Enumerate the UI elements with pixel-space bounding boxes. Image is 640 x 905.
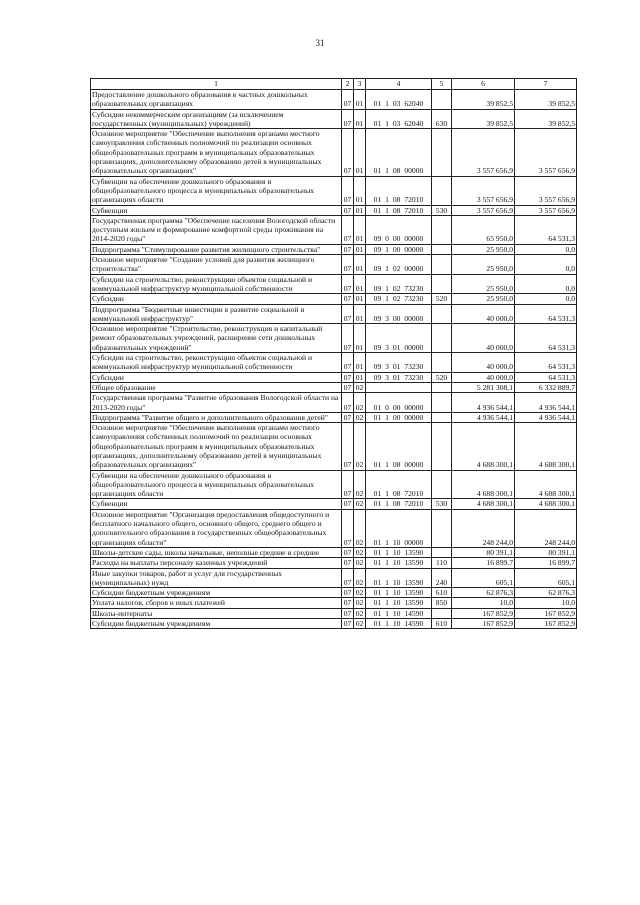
amount-year1-cell: 16 899,7 xyxy=(452,558,515,568)
table-row xyxy=(91,470,577,499)
expense-type-cell xyxy=(432,509,452,547)
amount-year1-cell: 65 950,0 xyxy=(452,215,515,244)
target-article-cell: 01 1 08 00000 xyxy=(366,129,432,176)
amount-year1-cell: 25 950,0 xyxy=(452,244,515,254)
target-article-cell: 01 1 10 13590 xyxy=(366,598,432,608)
target-article-cell: 09 1 02 73230 xyxy=(366,294,432,304)
target-article-cell: 01 1 10 00000 xyxy=(366,509,432,547)
row-name-cell: Субвенции на обеспечение дошкольного образования и общеобразовательного процесса в муниципальных образовательных организациях области xyxy=(91,176,342,205)
header-col-2: 2 xyxy=(342,79,354,90)
section-code-cell: 07 xyxy=(342,372,354,382)
section-code-cell: 07 xyxy=(342,353,354,373)
amount-year1-cell: 248 244,0 xyxy=(452,509,515,547)
expense-type-cell: 610 xyxy=(432,619,452,629)
amount-year1-cell: 40 000,0 xyxy=(452,324,515,353)
page-number: 31 xyxy=(315,38,325,48)
expense-type-cell: 520 xyxy=(432,294,452,304)
table-row xyxy=(91,353,577,373)
target-article-cell: 09 3 01 73230 xyxy=(366,372,432,382)
target-article-cell: 01 1 08 72010 xyxy=(366,176,432,205)
table-row xyxy=(91,568,577,588)
subsection-code-cell: 01 xyxy=(354,205,366,215)
expense-type-cell xyxy=(432,244,452,254)
subsection-code-cell: 02 xyxy=(354,393,366,413)
amount-year1-cell: 605,1 xyxy=(452,568,515,588)
expense-type-cell xyxy=(432,324,452,353)
row-name-cell: Подпрограмма "Развитие общего и дополнительного образования детей" xyxy=(91,412,342,422)
budget-table xyxy=(90,78,577,629)
row-name-cell: Субвенции xyxy=(91,499,342,509)
table-row xyxy=(91,205,577,215)
table-row xyxy=(91,547,577,557)
table-row xyxy=(91,90,577,110)
table-row xyxy=(91,509,577,547)
row-name-cell: Подпрограмма "Стимулирование развития жилищного строительства" xyxy=(91,244,342,254)
subsection-code-cell: 01 xyxy=(354,90,366,110)
expense-type-cell: 110 xyxy=(432,558,452,568)
amount-year1-cell: 3 557 656,9 xyxy=(452,129,515,176)
table-row xyxy=(91,324,577,353)
row-name-cell: Субвенции на обеспечение дошкольного образования и общеобразовательного процесса в муниципальных образовательных организациях области xyxy=(91,470,342,499)
expense-type-cell xyxy=(432,215,452,244)
section-code-cell: 07 xyxy=(342,598,354,608)
amount-year2-cell: 3 557 656,9 xyxy=(515,205,577,215)
subsection-code-cell: 02 xyxy=(354,588,366,598)
amount-year2-cell: 4 936 544,1 xyxy=(515,412,577,422)
table-row xyxy=(91,499,577,509)
amount-year1-cell: 4 688 300,1 xyxy=(452,470,515,499)
row-name-cell: Субсидии бюджетным учреждениям xyxy=(91,619,342,629)
row-name-cell: Основное мероприятие "Обеспечение выполнения органами местного самоуправления собственных полномочий по реализации основных общеобразовательных программ в муниципальных образовательных организациях, дополнительному образованию детей в муниципальных образовательных организациях" xyxy=(91,129,342,176)
row-name-cell: Предоставление дошкольного образования в частных дошкольных образовательных организациях xyxy=(91,90,342,110)
target-article-cell: 01 1 10 13590 xyxy=(366,588,432,598)
section-code-cell: 07 xyxy=(342,568,354,588)
row-name-cell: Субсидии бюджетным учреждениям xyxy=(91,588,342,598)
amount-year2-cell: 64 531,3 xyxy=(515,215,577,244)
expense-type-cell xyxy=(432,412,452,422)
row-name-cell: Государственная программа "Развитие образования Вологодской области на 2013-2020 годы" xyxy=(91,393,342,413)
table-row xyxy=(91,558,577,568)
subsection-code-cell: 02 xyxy=(354,568,366,588)
target-article-cell: 01 1 08 72010 xyxy=(366,470,432,499)
amount-year1-cell: 39 852,5 xyxy=(452,109,515,129)
subsection-code-cell: 01 xyxy=(354,294,366,304)
table-row xyxy=(91,244,577,254)
row-name-cell: Субсидии xyxy=(91,372,342,382)
amount-year2-cell: 4 936 544,1 xyxy=(515,393,577,413)
amount-year2-cell: 4 688 300,1 xyxy=(515,423,577,470)
expense-type-cell: 850 xyxy=(432,598,452,608)
amount-year2-cell: 10,0 xyxy=(515,598,577,608)
section-code-cell: 07 xyxy=(342,255,354,275)
amount-year2-cell: 62 876,3 xyxy=(515,588,577,598)
amount-year1-cell: 10,0 xyxy=(452,598,515,608)
row-name-cell: Субвенции xyxy=(91,205,342,215)
target-article-cell: 09 0 00 00000 xyxy=(366,215,432,244)
table-row xyxy=(91,608,577,618)
header-col-1: 1 xyxy=(91,79,342,90)
target-article-cell: 09 3 01 00000 xyxy=(366,324,432,353)
row-name-cell: Иные закупки товаров, работ и услуг для государственных (муниципальных) нужд xyxy=(91,568,342,588)
subsection-code-cell: 02 xyxy=(354,423,366,470)
row-name-cell: Подпрограмма "Бюджетные инвестиции в развитие социальной и коммунальной инфраструктур" xyxy=(91,304,342,324)
amount-year1-cell: 40 000,0 xyxy=(452,304,515,324)
amount-year2-cell: 4 688 300,1 xyxy=(515,470,577,499)
table-row xyxy=(91,393,577,413)
section-code-cell: 07 xyxy=(342,382,354,392)
section-code-cell: 07 xyxy=(342,176,354,205)
amount-year1-cell: 40 000,0 xyxy=(452,353,515,373)
amount-year2-cell: 64 531,3 xyxy=(515,304,577,324)
table-row xyxy=(91,372,577,382)
target-article-cell: 01 1 08 00000 xyxy=(366,423,432,470)
amount-year1-cell: 3 557 656,9 xyxy=(452,205,515,215)
table-row xyxy=(91,412,577,422)
section-code-cell: 07 xyxy=(342,90,354,110)
subsection-code-cell: 01 xyxy=(354,176,366,205)
amount-year2-cell: 3 557 656,9 xyxy=(515,129,577,176)
target-article-cell: 01 1 08 72010 xyxy=(366,499,432,509)
amount-year1-cell: 3 557 656,9 xyxy=(452,176,515,205)
expense-type-cell xyxy=(432,393,452,413)
target-article-cell: 09 1 02 00000 xyxy=(366,255,432,275)
amount-year2-cell: 3 557 656,9 xyxy=(515,176,577,205)
section-code-cell: 07 xyxy=(342,109,354,129)
target-article-cell: 01 1 10 13590 xyxy=(366,547,432,557)
section-code-cell: 07 xyxy=(342,294,354,304)
row-name-cell: Школы-интернаты xyxy=(91,608,342,618)
amount-year1-cell: 5 281 308,1 xyxy=(452,382,515,392)
amount-year2-cell: 64 531,3 xyxy=(515,324,577,353)
amount-year1-cell: 25 950,0 xyxy=(452,255,515,275)
target-article-cell: 01 0 00 00000 xyxy=(366,393,432,413)
amount-year2-cell: 248 244,0 xyxy=(515,509,577,547)
subsection-code-cell: 02 xyxy=(354,608,366,618)
row-name-cell: Субсидии некоммерческим организациям (за исключением государственных (муниципальных) учреждений) xyxy=(91,109,342,129)
amount-year1-cell: 4 936 544,1 xyxy=(452,412,515,422)
amount-year1-cell: 25 950,0 xyxy=(452,294,515,304)
section-code-cell: 07 xyxy=(342,244,354,254)
expense-type-cell: 530 xyxy=(432,499,452,509)
amount-year1-cell: 40 000,0 xyxy=(452,372,515,382)
table-row xyxy=(91,109,577,129)
amount-year1-cell: 167 852,9 xyxy=(452,619,515,629)
subsection-code-cell: 02 xyxy=(354,412,366,422)
subsection-code-cell: 01 xyxy=(354,109,366,129)
row-name-cell: Основное мероприятие "Создание условий для развития жилищного строительства" xyxy=(91,255,342,275)
header-col-7: 7 xyxy=(515,79,577,90)
expense-type-cell xyxy=(432,547,452,557)
header-col-5: 5 xyxy=(432,79,452,90)
subsection-code-cell: 01 xyxy=(354,353,366,373)
table-row xyxy=(91,619,577,629)
target-article-cell: 09 1 00 00000 xyxy=(366,244,432,254)
amount-year2-cell: 4 688 300,1 xyxy=(515,499,577,509)
subsection-code-cell: 01 xyxy=(354,244,366,254)
target-article-cell: 01 1 03 62040 xyxy=(366,90,432,110)
target-article-cell: 01 1 00 00000 xyxy=(366,412,432,422)
amount-year2-cell: 605,1 xyxy=(515,568,577,588)
row-name-cell: Расходы на выплаты персоналу казенных учреждений xyxy=(91,558,342,568)
subsection-code-cell: 01 xyxy=(354,255,366,275)
row-name-cell: Основное мероприятие "Строительство, реконструкция и капитальный ремонт образовательных учреждений, расширение сети дошкольных образовательных учреждений" xyxy=(91,324,342,353)
amount-year2-cell: 16 899,7 xyxy=(515,558,577,568)
amount-year1-cell: 4 936 544,1 xyxy=(452,393,515,413)
target-article-cell: 09 3 01 73230 xyxy=(366,353,432,373)
table-row xyxy=(91,129,577,176)
table-row xyxy=(91,274,577,294)
target-article-cell: 01 1 10 14590 xyxy=(366,608,432,618)
header-col-3: 3 xyxy=(354,79,366,90)
subsection-code-cell: 02 xyxy=(354,470,366,499)
row-name-cell: Государственная программа "Обеспечение населения Вологодской области доступным жильем и формирование комфортной среды проживания на 2014-2020 годы" xyxy=(91,215,342,244)
subsection-code-cell: 02 xyxy=(354,499,366,509)
subsection-code-cell: 02 xyxy=(354,619,366,629)
table-row xyxy=(91,382,577,392)
expense-type-cell xyxy=(432,423,452,470)
expense-type-cell xyxy=(432,304,452,324)
amount-year2-cell: 167 852,9 xyxy=(515,619,577,629)
amount-year1-cell: 25 950,0 xyxy=(452,274,515,294)
amount-year1-cell: 62 876,3 xyxy=(452,588,515,598)
table-header-row xyxy=(91,79,577,90)
amount-year2-cell: 0,0 xyxy=(515,294,577,304)
section-code-cell: 07 xyxy=(342,129,354,176)
section-code-cell: 07 xyxy=(342,412,354,422)
expense-type-cell: 610 xyxy=(432,588,452,598)
row-name-cell: Субсидии на строительство, реконструкцию объектов социальной и коммунальной инфраструктур муниципальной собственности xyxy=(91,353,342,373)
amount-year2-cell: 0,0 xyxy=(515,274,577,294)
expense-type-cell xyxy=(432,90,452,110)
section-code-cell: 07 xyxy=(342,274,354,294)
section-code-cell: 07 xyxy=(342,547,354,557)
section-code-cell: 07 xyxy=(342,215,354,244)
target-article-cell: 09 3 00 00000 xyxy=(366,304,432,324)
subsection-code-cell: 01 xyxy=(354,129,366,176)
row-name-cell: Школы-детские сады, школы начальные, неполные средние и средние xyxy=(91,547,342,557)
section-code-cell: 07 xyxy=(342,423,354,470)
header-col-6: 6 xyxy=(452,79,515,90)
table-row xyxy=(91,304,577,324)
table-row xyxy=(91,294,577,304)
expense-type-cell xyxy=(432,129,452,176)
header-col-4: 4 xyxy=(366,79,432,90)
expense-type-cell: 520 xyxy=(432,372,452,382)
row-name-cell: Общее образование xyxy=(91,382,342,392)
amount-year2-cell: 167 852,9 xyxy=(515,608,577,618)
section-code-cell: 07 xyxy=(342,608,354,618)
subsection-code-cell: 01 xyxy=(354,274,366,294)
subsection-code-cell: 02 xyxy=(354,598,366,608)
table-row xyxy=(91,423,577,470)
table-row xyxy=(91,215,577,244)
section-code-cell: 07 xyxy=(342,499,354,509)
target-article-cell: 01 1 10 14590 xyxy=(366,619,432,629)
row-name-cell: Субсидии xyxy=(91,294,342,304)
section-code-cell: 07 xyxy=(342,324,354,353)
amount-year2-cell: 0,0 xyxy=(515,255,577,275)
section-code-cell: 07 xyxy=(342,205,354,215)
expense-type-cell xyxy=(432,255,452,275)
expense-type-cell xyxy=(432,353,452,373)
amount-year2-cell: 0,0 xyxy=(515,244,577,254)
subsection-code-cell: 02 xyxy=(354,547,366,557)
target-article-cell: 01 1 10 13590 xyxy=(366,568,432,588)
row-name-cell: Основное мероприятие "Обеспечение выполнения органами местного самоуправления собственных полномочий по реализации основных общеобразовательных программ в муниципальных образовательных организациях, дополнительному образованию детей в муниципальных образовательных организациях" xyxy=(91,423,342,470)
table-row xyxy=(91,598,577,608)
expense-type-cell: 530 xyxy=(432,205,452,215)
row-name-cell: Субсидии на строительство, реконструкцию объектов социальной и коммунальной инфраструктур муниципальной собственности xyxy=(91,274,342,294)
expense-type-cell xyxy=(432,470,452,499)
expense-type-cell xyxy=(432,608,452,618)
amount-year2-cell: 64 531,3 xyxy=(515,372,577,382)
section-code-cell: 07 xyxy=(342,304,354,324)
section-code-cell: 07 xyxy=(342,509,354,547)
subsection-code-cell: 01 xyxy=(354,324,366,353)
section-code-cell: 07 xyxy=(342,588,354,598)
amount-year1-cell: 39 852,5 xyxy=(452,90,515,110)
subsection-code-cell: 02 xyxy=(354,509,366,547)
target-article-cell: 01 1 10 13590 xyxy=(366,558,432,568)
amount-year2-cell: 64 531,3 xyxy=(515,353,577,373)
table-row xyxy=(91,255,577,275)
target-article-cell: 01 1 08 72010 xyxy=(366,205,432,215)
row-name-cell: Уплата налогов, сборов и иных платежей xyxy=(91,598,342,608)
table-row xyxy=(91,176,577,205)
subsection-code-cell: 02 xyxy=(354,558,366,568)
section-code-cell: 07 xyxy=(342,470,354,499)
expense-type-cell: 240 xyxy=(432,568,452,588)
expense-type-cell xyxy=(432,176,452,205)
subsection-code-cell: 01 xyxy=(354,304,366,324)
amount-year2-cell: 39 852,5 xyxy=(515,90,577,110)
subsection-code-cell: 02 xyxy=(354,382,366,392)
table-row xyxy=(91,588,577,598)
amount-year1-cell: 167 852,9 xyxy=(452,608,515,618)
subsection-code-cell: 01 xyxy=(354,372,366,382)
section-code-cell: 07 xyxy=(342,393,354,413)
amount-year2-cell: 80 391,1 xyxy=(515,547,577,557)
target-article-cell: 01 1 03 62040 xyxy=(366,109,432,129)
target-article-cell xyxy=(366,382,432,392)
row-name-cell: Основное мероприятие "Организация предоставления общедоступного и бесплатного начального общего, основного общего, среднего общего и дополнительного образования в государственных общеобразовательных организациях области" xyxy=(91,509,342,547)
subsection-code-cell: 01 xyxy=(354,215,366,244)
expense-type-cell xyxy=(432,382,452,392)
amount-year1-cell: 80 391,1 xyxy=(452,547,515,557)
amount-year1-cell: 4 688 300,1 xyxy=(452,423,515,470)
amount-year2-cell: 39 852,5 xyxy=(515,109,577,129)
target-article-cell: 09 1 02 73230 xyxy=(366,274,432,294)
section-code-cell: 07 xyxy=(342,558,354,568)
amount-year2-cell: 6 332 889,7 xyxy=(515,382,577,392)
expense-type-cell: 630 xyxy=(432,109,452,129)
expense-type-cell xyxy=(432,274,452,294)
section-code-cell: 07 xyxy=(342,619,354,629)
amount-year1-cell: 4 688 300,1 xyxy=(452,499,515,509)
